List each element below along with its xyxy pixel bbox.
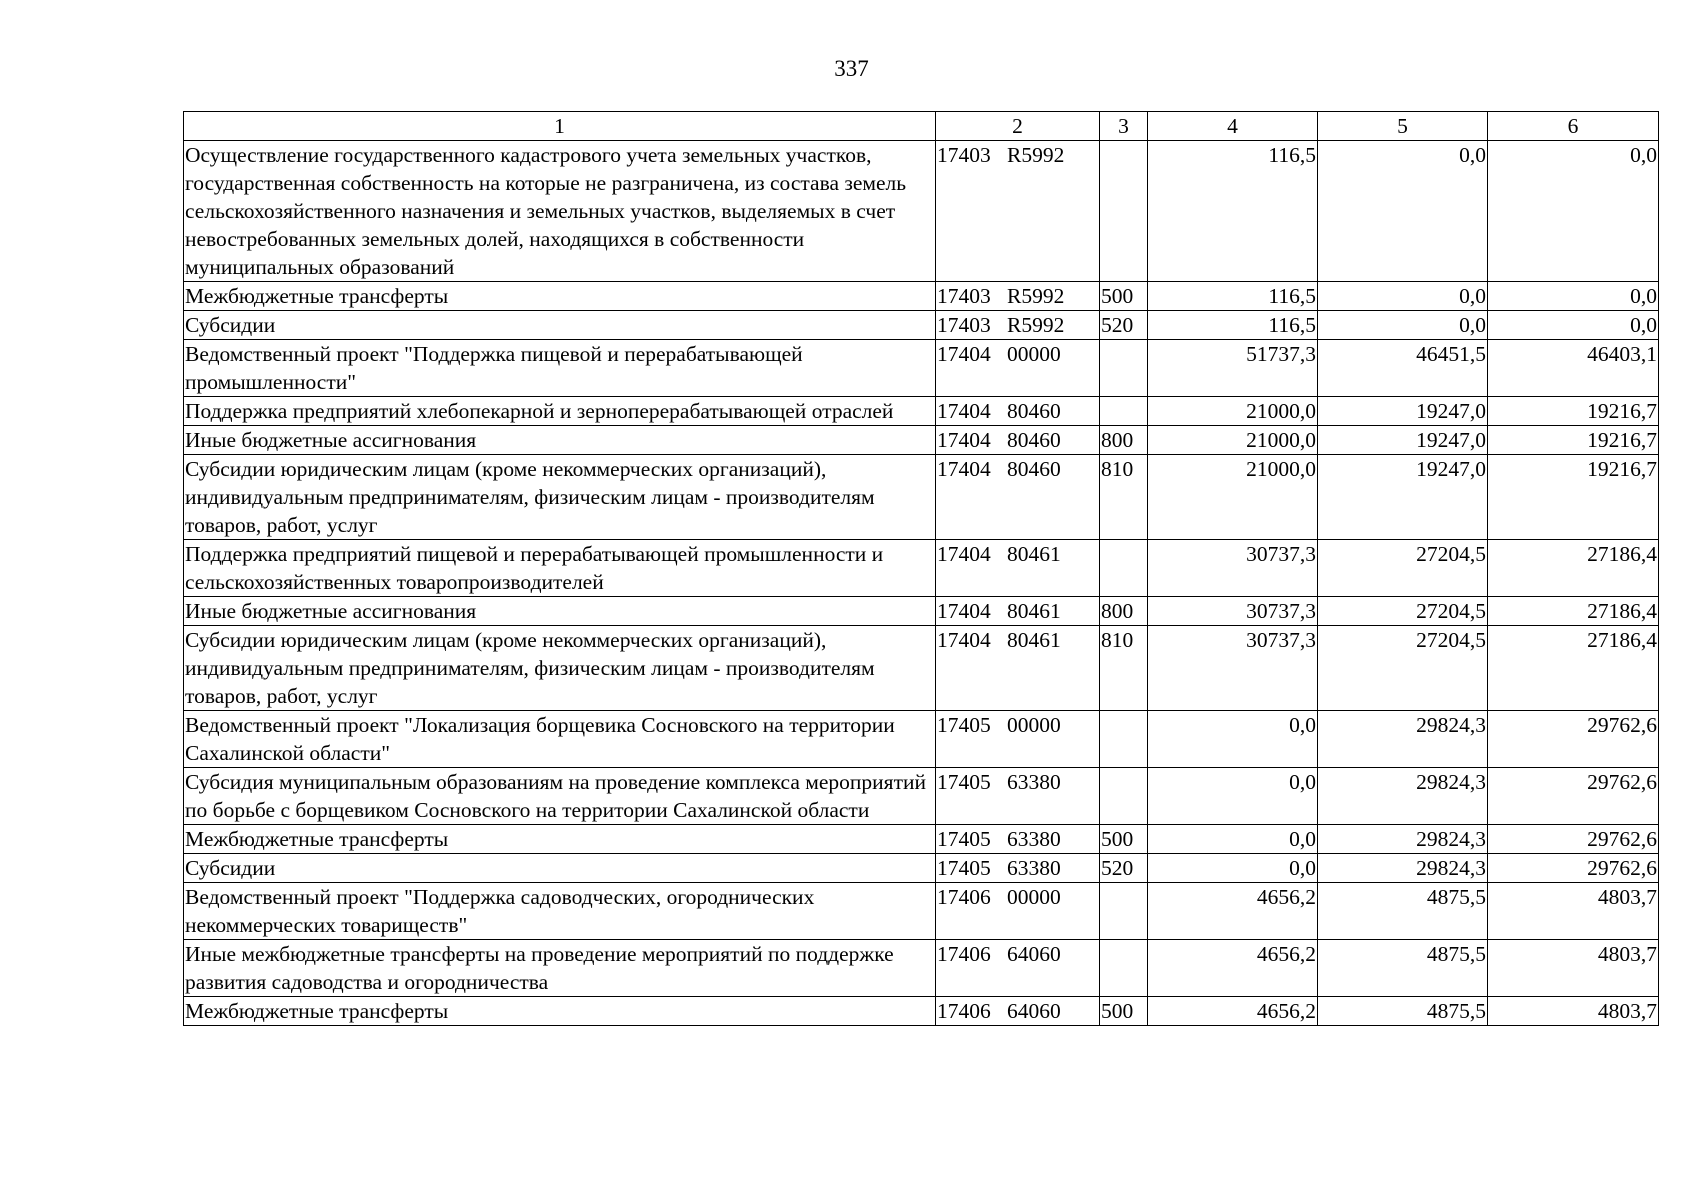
row-code-cell bbox=[936, 940, 1100, 997]
target-article-code: 17403 bbox=[937, 313, 991, 337]
row-value-col6: 4803,7 bbox=[1488, 940, 1659, 997]
row-expense-type-cell bbox=[1100, 940, 1148, 997]
target-article-code: 17405 bbox=[937, 770, 991, 794]
row-value-col5: 19247,0 bbox=[1318, 397, 1488, 426]
row-name-cell: Субсидии bbox=[184, 311, 936, 340]
expense-direction-code: 00000 bbox=[1007, 713, 1061, 737]
row-code-cell bbox=[936, 626, 1100, 711]
row-name-cell: Субсидия муниципальным образованиям на проведение комплекса мероприятий по борьбе с борщевиком Сосновского на территории Сахалинской области bbox=[184, 768, 936, 825]
row-value-col5: 0,0 bbox=[1318, 282, 1488, 311]
row-code-cell bbox=[936, 141, 1100, 282]
row-value-col5: 29824,3 bbox=[1318, 825, 1488, 854]
row-code-cell bbox=[936, 426, 1100, 455]
row-value-col5: 29824,3 bbox=[1318, 854, 1488, 883]
row-value-col4: 30737,3 bbox=[1148, 597, 1318, 626]
row-expense-type-cell bbox=[1100, 397, 1148, 426]
row-code-cell bbox=[936, 311, 1100, 340]
expense-direction-code: 80460 bbox=[1007, 399, 1061, 423]
header-col-1: 1 bbox=[184, 112, 936, 141]
table-row bbox=[184, 768, 1659, 825]
target-article-code: 17404 bbox=[937, 542, 991, 566]
target-article-code: 17404 bbox=[937, 399, 991, 423]
row-value-col6: 46403,1 bbox=[1488, 340, 1659, 397]
row-value-col6: 19216,7 bbox=[1488, 455, 1659, 540]
row-code-cell bbox=[936, 825, 1100, 854]
row-expense-type-cell bbox=[1100, 768, 1148, 825]
table-body bbox=[184, 141, 1659, 1026]
row-value-col5: 46451,5 bbox=[1318, 340, 1488, 397]
header-col-3: 3 bbox=[1100, 112, 1148, 141]
row-value-col5: 27204,5 bbox=[1318, 626, 1488, 711]
row-value-col6: 0,0 bbox=[1488, 282, 1659, 311]
table-row bbox=[184, 883, 1659, 940]
row-expense-type-cell bbox=[1100, 141, 1148, 282]
row-name-cell: Межбюджетные трансферты bbox=[184, 282, 936, 311]
expense-direction-code: 64060 bbox=[1007, 942, 1061, 966]
row-value-col4: 51737,3 bbox=[1148, 340, 1318, 397]
expense-direction-code: 80461 bbox=[1007, 628, 1061, 652]
row-code-cell bbox=[936, 997, 1100, 1026]
row-name-cell: Иные бюджетные ассигнования bbox=[184, 597, 936, 626]
row-name-cell: Поддержка предприятий пищевой и перерабатывающей промышленности и сельскохозяйственных товаропроизводителей bbox=[184, 540, 936, 597]
budget-table bbox=[183, 111, 1659, 1026]
row-name-cell: Осуществление государственного кадастрового учета земельных участков, государственная собственность на которые не разграничена, из состава земель сельскохозяйственного назначения и земельных участков, выделяемых в счет невостребованных земельных долей, находящихся в собственности муниципальных образований bbox=[184, 141, 936, 282]
row-name-cell: Ведомственный проект "Локализация борщевика Сосновского на территории Сахалинской области" bbox=[184, 711, 936, 768]
table-row bbox=[184, 397, 1659, 426]
row-name-cell: Ведомственный проект "Поддержка пищевой и перерабатывающей промышленности" bbox=[184, 340, 936, 397]
expense-direction-code: 63380 bbox=[1007, 770, 1061, 794]
row-value-col4: 0,0 bbox=[1148, 825, 1318, 854]
expense-direction-code: R5992 bbox=[1007, 313, 1065, 337]
row-value-col4: 0,0 bbox=[1148, 711, 1318, 768]
row-expense-type-cell: 500 bbox=[1100, 997, 1148, 1026]
row-value-col4: 21000,0 bbox=[1148, 426, 1318, 455]
table-row bbox=[184, 141, 1659, 282]
row-code-cell bbox=[936, 340, 1100, 397]
row-code-cell bbox=[936, 540, 1100, 597]
row-code-cell bbox=[936, 711, 1100, 768]
target-article-code: 17405 bbox=[937, 713, 991, 737]
row-value-col5: 27204,5 bbox=[1318, 540, 1488, 597]
expense-direction-code: 80460 bbox=[1007, 428, 1061, 452]
target-article-code: 17406 bbox=[937, 885, 991, 909]
table-row bbox=[184, 540, 1659, 597]
table-row bbox=[184, 455, 1659, 540]
row-value-col4: 4656,2 bbox=[1148, 883, 1318, 940]
header-col-5: 5 bbox=[1318, 112, 1488, 141]
row-name-cell: Поддержка предприятий хлебопекарной и зерноперерабатывающей отраслей bbox=[184, 397, 936, 426]
row-value-col6: 19216,7 bbox=[1488, 397, 1659, 426]
row-value-col4: 0,0 bbox=[1148, 854, 1318, 883]
row-value-col5: 0,0 bbox=[1318, 311, 1488, 340]
row-value-col6: 27186,4 bbox=[1488, 597, 1659, 626]
row-code-cell bbox=[936, 455, 1100, 540]
row-value-col6: 27186,4 bbox=[1488, 626, 1659, 711]
row-value-col5: 4875,5 bbox=[1318, 883, 1488, 940]
row-value-col6: 4803,7 bbox=[1488, 997, 1659, 1026]
table-row bbox=[184, 825, 1659, 854]
row-value-col5: 27204,5 bbox=[1318, 597, 1488, 626]
row-expense-type-cell: 500 bbox=[1100, 282, 1148, 311]
expense-direction-code: 63380 bbox=[1007, 856, 1061, 880]
row-name-cell: Иные бюджетные ассигнования bbox=[184, 426, 936, 455]
target-article-code: 17404 bbox=[937, 599, 991, 623]
row-name-cell: Межбюджетные трансферты bbox=[184, 825, 936, 854]
row-value-col4: 21000,0 bbox=[1148, 455, 1318, 540]
row-expense-type-cell bbox=[1100, 540, 1148, 597]
target-article-code: 17404 bbox=[937, 428, 991, 452]
table-row bbox=[184, 311, 1659, 340]
expense-direction-code: 80461 bbox=[1007, 542, 1061, 566]
row-value-col6: 19216,7 bbox=[1488, 426, 1659, 455]
row-value-col6: 0,0 bbox=[1488, 141, 1659, 282]
expense-direction-code: 63380 bbox=[1007, 827, 1061, 851]
target-article-code: 17404 bbox=[937, 342, 991, 366]
table-row bbox=[184, 426, 1659, 455]
row-code-cell bbox=[936, 282, 1100, 311]
row-value-col6: 29762,6 bbox=[1488, 711, 1659, 768]
target-article-code: 17406 bbox=[937, 942, 991, 966]
table-row bbox=[184, 597, 1659, 626]
row-code-cell bbox=[936, 597, 1100, 626]
row-value-col5: 29824,3 bbox=[1318, 768, 1488, 825]
row-value-col5: 29824,3 bbox=[1318, 711, 1488, 768]
row-expense-type-cell: 800 bbox=[1100, 597, 1148, 626]
row-value-col4: 30737,3 bbox=[1148, 626, 1318, 711]
row-value-col4: 0,0 bbox=[1148, 768, 1318, 825]
expense-direction-code: 64060 bbox=[1007, 999, 1061, 1023]
table-row bbox=[184, 997, 1659, 1026]
row-value-col6: 29762,6 bbox=[1488, 825, 1659, 854]
row-code-cell bbox=[936, 768, 1100, 825]
row-value-col5: 4875,5 bbox=[1318, 940, 1488, 997]
row-code-cell bbox=[936, 854, 1100, 883]
row-value-col5: 19247,0 bbox=[1318, 426, 1488, 455]
row-expense-type-cell: 520 bbox=[1100, 311, 1148, 340]
row-name-cell: Межбюджетные трансферты bbox=[184, 997, 936, 1026]
row-code-cell bbox=[936, 397, 1100, 426]
row-value-col4: 4656,2 bbox=[1148, 997, 1318, 1026]
row-value-col6: 4803,7 bbox=[1488, 883, 1659, 940]
expense-direction-code: 00000 bbox=[1007, 885, 1061, 909]
row-expense-type-cell bbox=[1100, 711, 1148, 768]
row-value-col4: 21000,0 bbox=[1148, 397, 1318, 426]
target-article-code: 17404 bbox=[937, 628, 991, 652]
row-value-col4: 30737,3 bbox=[1148, 540, 1318, 597]
row-expense-type-cell: 500 bbox=[1100, 825, 1148, 854]
table-row bbox=[184, 282, 1659, 311]
row-name-cell: Иные межбюджетные трансферты на проведение мероприятий по поддержке развития садоводства и огородничества bbox=[184, 940, 936, 997]
row-value-col6: 29762,6 bbox=[1488, 854, 1659, 883]
row-value-col4: 116,5 bbox=[1148, 141, 1318, 282]
expense-direction-code: 80460 bbox=[1007, 457, 1061, 481]
expense-direction-code: 00000 bbox=[1007, 342, 1061, 366]
row-value-col4: 116,5 bbox=[1148, 282, 1318, 311]
table-row bbox=[184, 711, 1659, 768]
table-row bbox=[184, 854, 1659, 883]
expense-direction-code: 80461 bbox=[1007, 599, 1061, 623]
target-article-code: 17403 bbox=[937, 143, 991, 167]
row-value-col5: 4875,5 bbox=[1318, 997, 1488, 1026]
target-article-code: 17405 bbox=[937, 827, 991, 851]
row-name-cell: Ведомственный проект "Поддержка садоводческих, огороднических некоммерческих товариществ" bbox=[184, 883, 936, 940]
row-expense-type-cell: 520 bbox=[1100, 854, 1148, 883]
table-row bbox=[184, 626, 1659, 711]
row-value-col6: 29762,6 bbox=[1488, 768, 1659, 825]
row-expense-type-cell: 810 bbox=[1100, 626, 1148, 711]
row-code-cell bbox=[936, 883, 1100, 940]
row-expense-type-cell bbox=[1100, 340, 1148, 397]
row-value-col4: 4656,2 bbox=[1148, 940, 1318, 997]
table-row bbox=[184, 940, 1659, 997]
row-name-cell: Субсидии юридическим лицам (кроме некоммерческих организаций), индивидуальным предпринимателям, физическим лицам - производителям товаров, работ, услуг bbox=[184, 626, 936, 711]
row-name-cell: Субсидии юридическим лицам (кроме некоммерческих организаций), индивидуальным предпринимателям, физическим лицам - производителям товаров, работ, услуг bbox=[184, 455, 936, 540]
row-value-col5: 19247,0 bbox=[1318, 455, 1488, 540]
target-article-code: 17406 bbox=[937, 999, 991, 1023]
row-expense-type-cell bbox=[1100, 883, 1148, 940]
header-col-2: 2 bbox=[936, 112, 1100, 141]
row-value-col6: 27186,4 bbox=[1488, 540, 1659, 597]
row-expense-type-cell: 810 bbox=[1100, 455, 1148, 540]
row-value-col5: 0,0 bbox=[1318, 141, 1488, 282]
row-value-col4: 116,5 bbox=[1148, 311, 1318, 340]
target-article-code: 17403 bbox=[937, 284, 991, 308]
target-article-code: 17404 bbox=[937, 457, 991, 481]
header-row bbox=[184, 112, 1659, 141]
expense-direction-code: R5992 bbox=[1007, 143, 1065, 167]
header-col-6: 6 bbox=[1488, 112, 1659, 141]
expense-direction-code: R5992 bbox=[1007, 284, 1065, 308]
target-article-code: 17405 bbox=[937, 856, 991, 880]
page-number: 337 bbox=[834, 56, 869, 81]
row-value-col6: 0,0 bbox=[1488, 311, 1659, 340]
header-col-4: 4 bbox=[1148, 112, 1318, 141]
table-row bbox=[184, 340, 1659, 397]
row-expense-type-cell: 800 bbox=[1100, 426, 1148, 455]
row-name-cell: Субсидии bbox=[184, 854, 936, 883]
